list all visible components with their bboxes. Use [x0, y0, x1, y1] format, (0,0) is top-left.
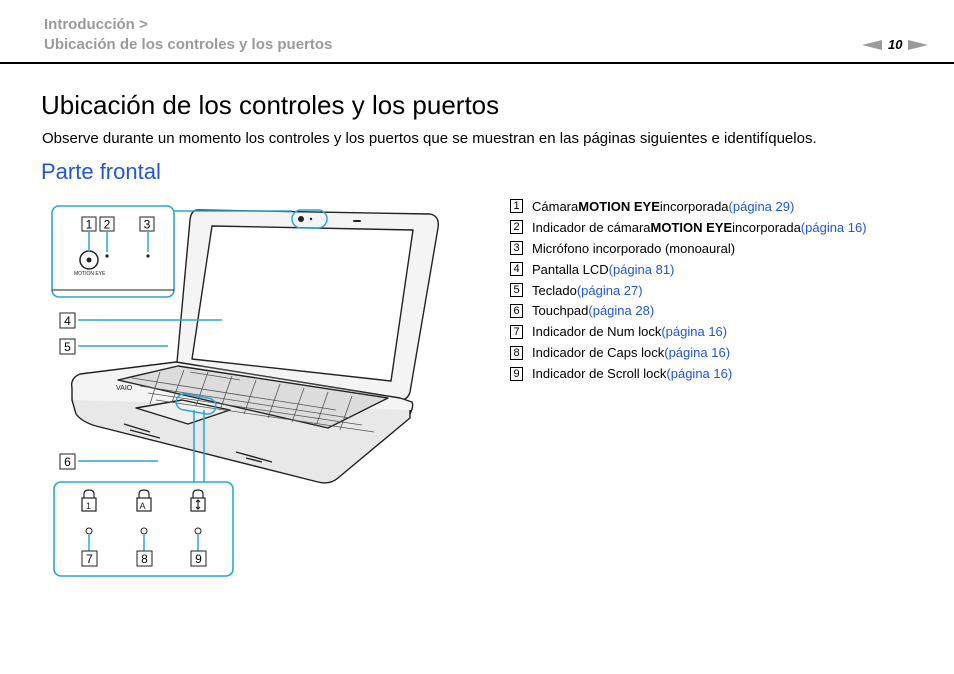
page-link[interactable]: (página 16) [666, 366, 733, 382]
legend-bold: MOTION EYE [650, 219, 733, 235]
callout-num-3: 3 [143, 217, 151, 232]
scroll-lock-led [195, 528, 201, 534]
microphone-hole [353, 220, 361, 222]
page-link[interactable]: (página 29) [728, 198, 795, 214]
camera-inset-mic [146, 254, 149, 257]
page-number: 10 [888, 37, 903, 52]
camera-inset-led [105, 254, 108, 257]
laptop-screen [192, 226, 413, 381]
legend-text: incorporada [732, 219, 801, 235]
legend-number: 8 [510, 346, 523, 360]
callout-tag-2 [100, 217, 114, 232]
page-link[interactable]: (página 81) [608, 261, 675, 277]
callout-tag-1 [82, 217, 96, 232]
breadcrumb-current: Ubicación de los controles y los puertos [44, 36, 333, 53]
callout-tag-3 [140, 217, 154, 232]
legend-number: 5 [510, 283, 523, 297]
section-title: Parte frontal [41, 159, 161, 184]
callout-tag-4 [60, 313, 75, 328]
callout-num-2: 2 [103, 217, 111, 232]
callout-tag-7 [82, 551, 97, 566]
legend-number: 1 [510, 199, 523, 213]
page-link[interactable]: (página 27) [576, 282, 643, 298]
legend-number: 6 [510, 304, 523, 318]
callout-tag-6 [60, 454, 75, 469]
legend-text: incorporada [659, 198, 729, 214]
callout-num-1: 1 [85, 217, 93, 232]
page-title: Ubicación de los controles y los puertos [41, 90, 500, 120]
num-lock-glyph: 1 [86, 501, 92, 511]
legend-number: 3 [510, 241, 523, 255]
camera-inset-label: MOTION EYE [74, 271, 106, 277]
callout-num-4: 4 [64, 314, 71, 328]
page-link[interactable]: (página 16) [664, 345, 731, 361]
camera-led [310, 218, 312, 220]
camera-inset-lens-center [87, 258, 92, 263]
legend-number: 7 [510, 325, 523, 339]
legend-bold: MOTION EYE [578, 198, 660, 214]
page-link[interactable]: (página 16) [800, 219, 867, 235]
legend-number: 9 [510, 367, 523, 381]
legend-text: Cámara [532, 198, 579, 214]
legend-number: 4 [510, 262, 523, 276]
laptop-brand: VAIO [116, 385, 133, 392]
callout-tag-9 [191, 551, 206, 566]
legend-text: Touchpad [532, 303, 589, 319]
page-link[interactable]: (página 28) [588, 303, 655, 319]
callout-num-6: 6 [64, 455, 71, 469]
legend-text: Indicador de Num lock [532, 324, 662, 340]
callout-num-9: 9 [195, 552, 202, 566]
legend-text: Indicador de cámara [532, 219, 651, 235]
legend-text: Pantalla LCD [532, 261, 609, 277]
legend-text: Micrófono incorporado (monoaural) [532, 240, 736, 256]
callout-tag-8 [137, 551, 152, 566]
camera-lens [298, 216, 304, 222]
num-lock-led [86, 528, 92, 534]
page-link[interactable]: (página 16) [661, 324, 728, 340]
intro-paragraph: Observe durante un momento los controles y los puertos que se muestran en las páginas siguientes e identifíquelos. [42, 130, 817, 147]
callout-num-8: 8 [141, 552, 148, 566]
callout-num-5: 5 [64, 340, 71, 354]
legend-text: Indicador de Caps lock [532, 345, 665, 361]
breadcrumb-parent[interactable]: Introducción > [44, 16, 148, 33]
legend-text: Indicador de Scroll lock [532, 366, 667, 382]
legend-number: 2 [510, 220, 523, 234]
legend-text: Teclado [532, 282, 577, 298]
caps-lock-glyph: A [139, 501, 146, 511]
callout-num-7: 7 [86, 552, 93, 566]
callout-tag-5 [60, 339, 75, 354]
caps-lock-led [141, 528, 147, 534]
